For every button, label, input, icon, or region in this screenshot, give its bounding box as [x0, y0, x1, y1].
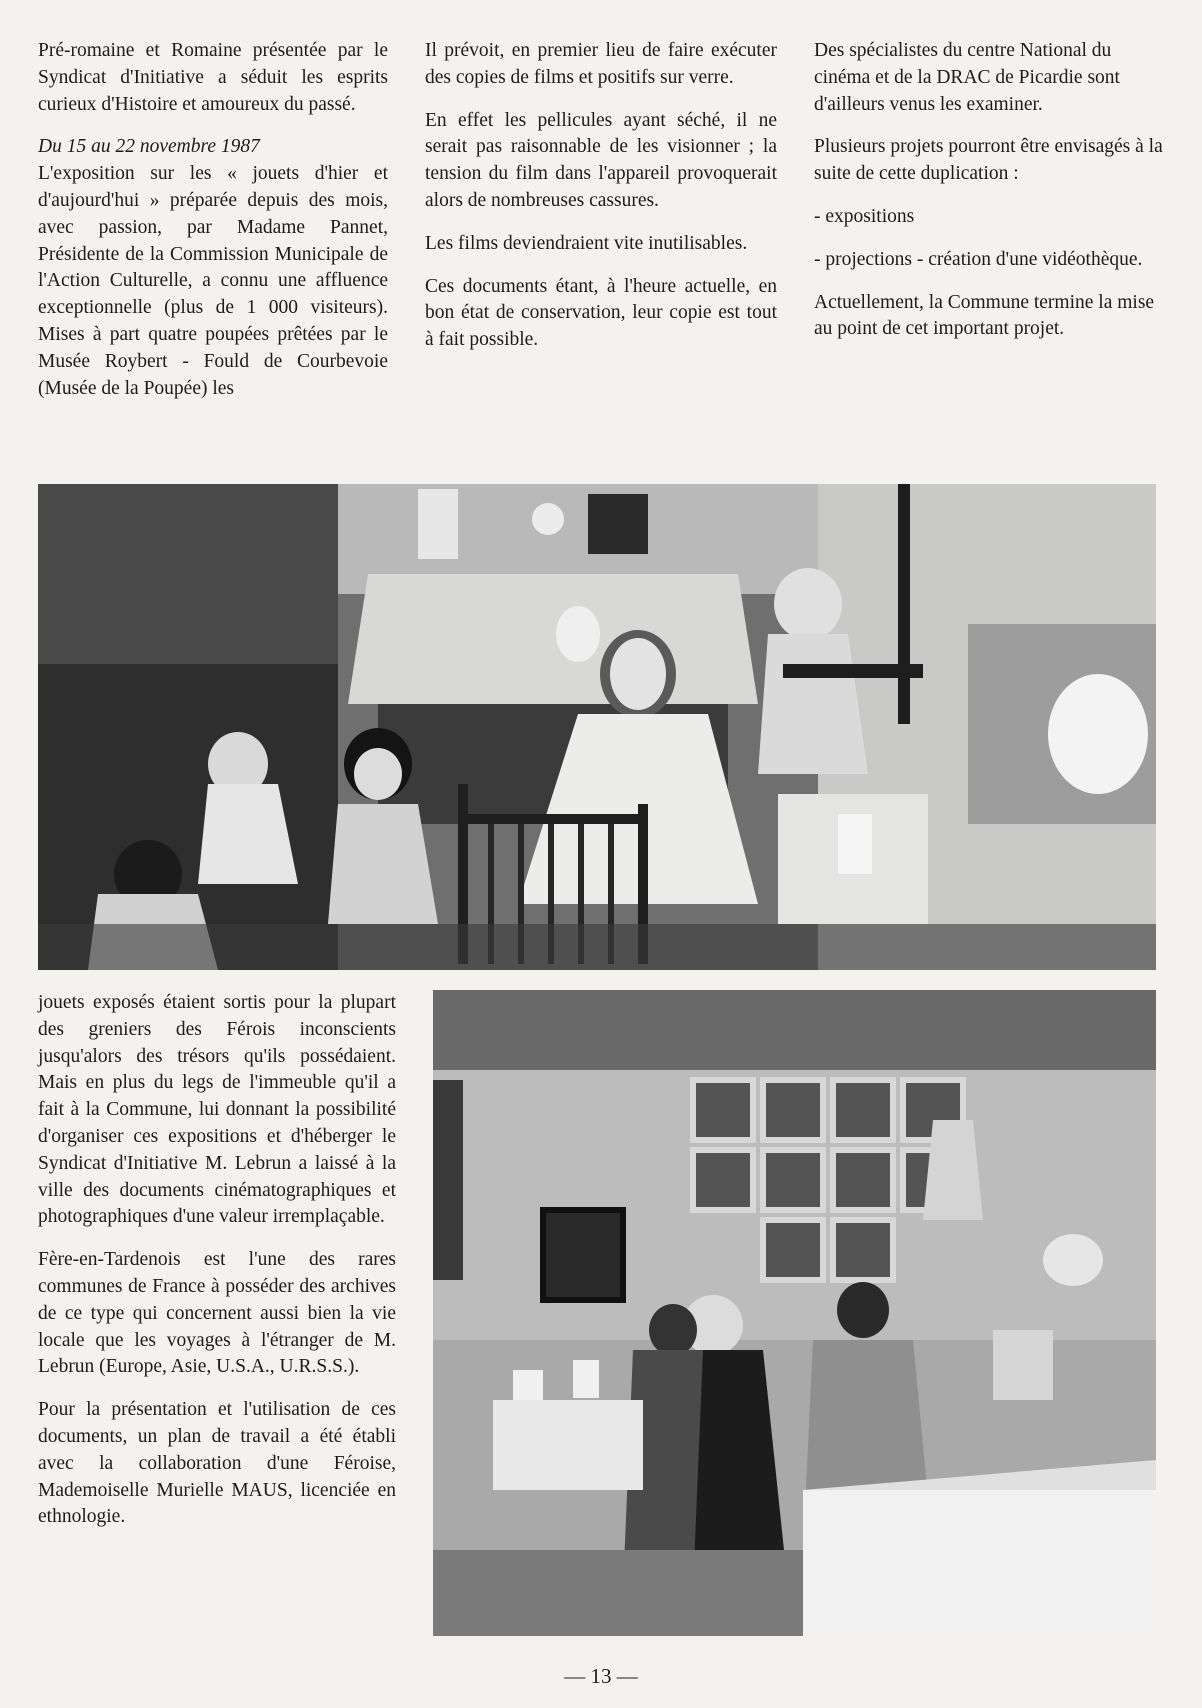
- paragraph: Pré-romaine et Romaine présentée par le Syndicat d'Initiative a séduit les esprits curieux d'Histoire et amoureux du passé.: [38, 40, 388, 115]
- paragraph: Plusieurs projets pourront être envisagés à la suite de cette duplication :: [814, 136, 1163, 185]
- doll-exhibition-image: [38, 484, 1156, 970]
- article-column-3: [814, 38, 1166, 359]
- paragraph: jouets exposés étaient sortis pour la plupart des greniers des Férois inconscients jusqu'alors des trésors qu'ils possédaient. Mais en plus du legs de l'immeuble qu'il a fait à la Commune, lui donnant la possibilité d'organiser ces expositions et d'héberger le Syndicat d'Initiative M. Lebrun a laissé à la ville des documents cinématographiques et photographiques d'une valeur irremplaçable.: [38, 992, 396, 1228]
- article-column-2: [425, 38, 777, 370]
- paragraph: Fère-en-Tardenois est l'une des rares communes de France à posséder des archives de ce type qui concernent aussi bien la vie locale que les voyages à l'étranger de M. Lebrun (Europe, Asie, U.S.A., U.R.S.S.).: [38, 1249, 396, 1378]
- article-column-4: [38, 990, 396, 1547]
- article-column-1: [38, 38, 388, 418]
- paragraph: Ces documents étant, à l'heure actuelle, en bon état de conservation, leur copie est tout à fait possible.: [425, 275, 777, 351]
- exhibition-room-photo: [433, 990, 1156, 1636]
- paragraph: L'exposition sur les « jouets d'hier et d'aujourd'hui » préparée depuis des mois, avec passion, par Madame Pannet, Présidente de la Commission Municipale de l'Action Culturelle, a connu une affluence exceptionnelle (plus de 1 000 visiteurs). Mises à part quatre poupées prêtées par le Musée Roybert - Fould de Courbevoie (Musée de la Poupée) les: [38, 163, 388, 399]
- paragraph: Les films deviendraient vite inutilisables.: [425, 232, 748, 254]
- list-item: - expositions: [814, 205, 915, 227]
- exhibition-room-image: [433, 990, 1156, 1636]
- paragraph: Il prévoit, en premier lieu de faire exécuter des copies de films et positifs sur verre.: [425, 40, 777, 88]
- date-heading: Du 15 au 22 novembre 1987: [38, 136, 260, 158]
- paragraph: En effet les pellicules ayant séché, il ne serait pas raisonnable de les visionner ; la tension du film dans l'appareil provoquerait alors de nombreuses cassures.: [425, 109, 777, 211]
- paragraph: Des spécialistes du centre National du cinéma et de la DRAC de Picardie sont d'ailleurs venus les examiner.: [814, 40, 1120, 115]
- paragraph: Pour la présentation et l'utilisation de ces documents, un plan de travail a été établi avec la collaboration d'une Féroise, Mademoiselle Murielle MAUS, licenciée en ethnologie.: [38, 1399, 396, 1528]
- page-number: — 13 —: [564, 1664, 638, 1688]
- paragraph: Actuellement, la Commune termine la mise au point de cet important projet.: [814, 291, 1155, 340]
- doll-exhibition-photo: [38, 484, 1156, 970]
- list-item: - projections - création d'une vidéothèque.: [814, 248, 1143, 270]
